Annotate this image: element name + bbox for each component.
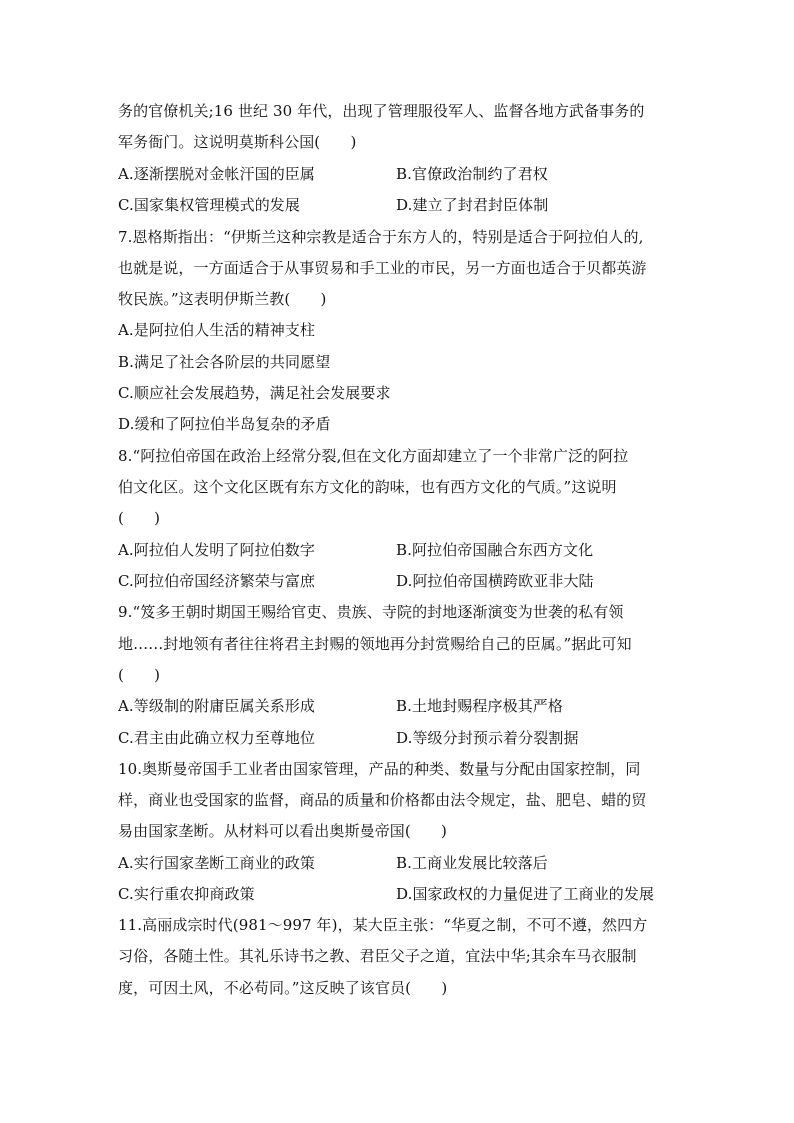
q11-stem-line-3: 度，可因土风，不必苟同。”这反映了该官员( )	[118, 979, 448, 997]
q9-option-a: A.等级制的附庸臣属关系形成	[118, 697, 316, 715]
q7-option-d: D.缓和了阿拉伯半岛复杂的矛盾	[118, 415, 331, 433]
q8-option-c: C.阿拉伯帝国经济繁荣与富庶	[118, 572, 316, 590]
q10-option-a: A.实行国家垄断工商业的政策	[118, 854, 316, 872]
q6-stem-line-2: 军务衙门。这说明莫斯科公国( )	[118, 133, 357, 151]
q9-stem-line-2: 地……封地领有者往往将君主封赐的领地再分封赏赐给自己的臣属。”据此可知	[118, 635, 632, 653]
q10-option-c: C.实行重农抑商政策	[118, 885, 255, 903]
q10-stem-line-3: 易由国家垄断。从材料可以看出奥斯曼帝国( )	[118, 822, 448, 840]
q8-stem-line-1: 8.“阿拉伯帝国在政治上经常分裂,但在文化方面却建立了一个非常广泛的阿拉	[118, 447, 629, 465]
q6-option-c: C.国家集权管理模式的发展	[118, 196, 301, 214]
q7-option-a: A.是阿拉伯人生活的精神支柱	[118, 321, 316, 339]
q6-option-b: B.官僚政治制约了君权	[396, 165, 548, 183]
q10-option-d: D.国家政权的力量促进了工商业的发展	[396, 885, 655, 903]
q7-stem-line-3: 牧民族。”这表明伊斯兰教( )	[118, 290, 327, 308]
q10-stem-line-2: 样，商业也受国家的监督，商品的质量和价格都由法令规定，盐、肥皂、蜡的贸	[118, 791, 647, 809]
q6-option-a: A.逐渐摆脱对金帐汗国的臣属	[118, 165, 316, 183]
q9-stem-line-1: 9.“笈多王朝时期国王赐给官吏、贵族、寺院的封地逐渐演变为世袭的私有领	[118, 603, 624, 621]
q7-option-b: B.满足了社会各阶层的共同愿望	[118, 353, 331, 371]
q6-stem-line-1: 务的官僚机关;16 世纪 30 年代，出现了管理服役军人、监督各地方武备事务的	[118, 102, 645, 120]
q6-option-d: D.建立了封君封臣体制	[396, 196, 549, 214]
q11-stem-line-2: 习俗，各随土性。其礼乐诗书之教、君臣父子之道，宜法中华;其余车马衣服制	[118, 947, 637, 965]
q7-stem-line-1: 7.恩格斯指出：“伊斯兰这种宗教是适合于东方人的，特别是适合于阿拉伯人的,	[118, 228, 644, 246]
q8-option-d: D.阿拉伯帝国横跨欧亚非大陆	[396, 572, 594, 590]
q9-stem-line-3: ( )	[118, 666, 161, 684]
q9-option-c: C.君主由此确立权力至尊地位	[118, 729, 316, 747]
q9-option-b: B.土地封赐程序极其严格	[396, 697, 563, 715]
q8-stem-line-2: 伯文化区。这个文化区既有东方文化的韵味，也有西方文化的气质。”这说明	[118, 478, 617, 496]
q8-option-b: B.阿拉伯帝国融合东西方文化	[396, 541, 594, 559]
q8-option-a: A.阿拉伯人发明了阿拉伯数字	[118, 541, 316, 559]
q7-stem-line-2: 也就是说，一方面适合于从事贸易和手工业的市民，另一方面也适合于贝都英游	[118, 259, 647, 277]
q8-stem-line-3: ( )	[118, 509, 161, 527]
q10-option-b: B.工商业发展比较落后	[396, 854, 548, 872]
q11-stem-line-1: 11.高丽成宗时代(981～997 年)，某大臣主张：“华夏之制，不可不遵，然四方	[118, 916, 648, 934]
q10-stem-line-1: 10.奥斯曼帝国手工业者由国家管理，产品的种类、数量与分配由国家控制，同	[118, 760, 641, 778]
q9-option-d: D.等级分封预示着分裂割据	[396, 729, 579, 747]
q7-option-c: C.顺应社会发展趋势，满足社会发展要求	[118, 384, 391, 402]
